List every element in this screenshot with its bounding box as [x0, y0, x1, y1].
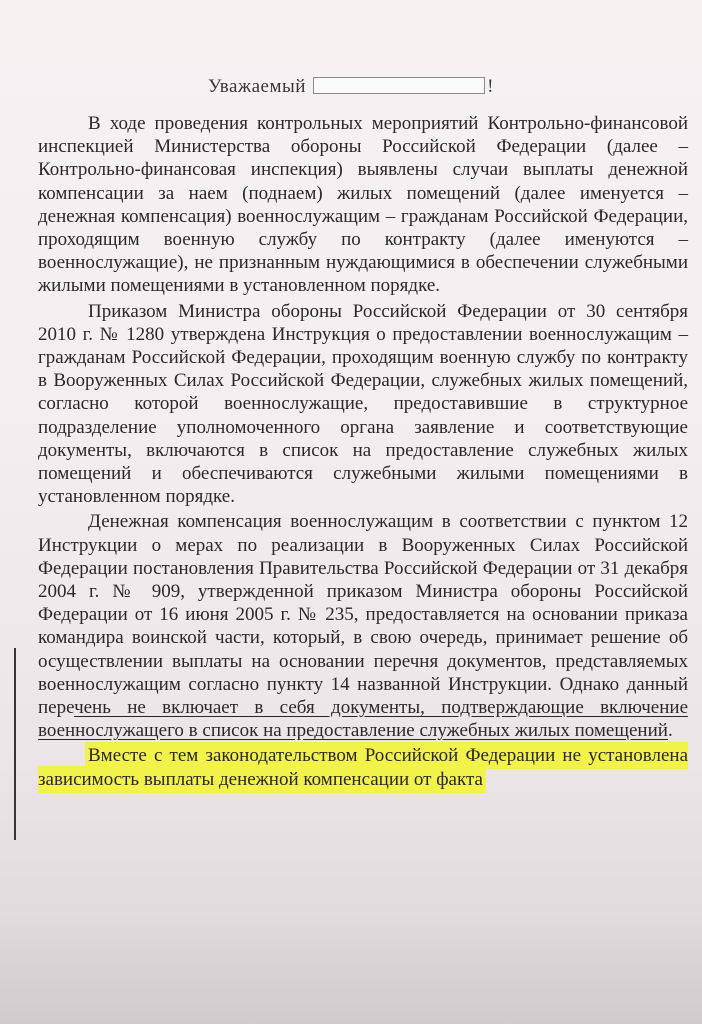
salutation: [0, 76, 702, 98]
salutation-prefix: Уважаемый: [208, 76, 306, 97]
paragraph-1: В ходе проведения контрольных мероприятий Контрольно-финансовой инспекцией Министерства обороны Российской Федерации (далее – Контрольно-финансовая инспекция) выявлены случаи выплаты денежной компенсации за наем (поднаем) жилых помещений (далее именуется – денежная компенсация) военнослужащим – гражданам Российской Федерации, проходящим военную службу по контракту (далее именуются – военнослужащие), не признанным нуждающимися в обеспечении служебными жилыми помещениями в установленном порядке.: [38, 113, 688, 297]
page-shadow: [0, 920, 702, 1024]
paragraph-3-end: .: [667, 720, 673, 742]
highlighted-passage: Вместе с тем законодательством Российской Федерации не установлена зависимость выплаты денежной компенсации от факта: [38, 745, 688, 790]
salutation-suffix: !: [487, 76, 494, 97]
paragraph-2: Приказом Министра обороны Российской Федерации от 30 сентября 2010 г. № 1280 утверждена Инструкция о предоставлении военнослужащим – гражданам Российской Федерации, проходящим военную службу по контракту в Вооруженных Силах Российской Федерации, служебных жилых помещений, согласно которой военнослужащие, предоставившие в структурное подразделение уполномоченного органа заявление и соответствующие документы, включаются в список на предоставление служебных жилых помещений и обеспечиваются служебными жилыми помещениями в установленном порядке.: [38, 300, 688, 508]
paragraph-4: [38, 744, 688, 790]
redacted-name-box: [313, 77, 485, 94]
letter-body: [38, 112, 688, 791]
margin-mark-line: [14, 648, 16, 840]
paragraph-3: [38, 510, 688, 742]
paragraph-3-text: Денежная компенсация военнослужащим в соответствии с пунктом 12 Инструкции о мерах по реализации в Вооруженных Силах Российской Федерации постановления Правительства Российской Федерации от 31 декабря 2004 г. № 909, утвержденной приказом Министра обороны Российской Федерации от 16 июня 2005 г. № 235, предоставляется на основании приказа командира воинской части, который, в свою очередь, принимает решение об осуществлении выплаты на основании перечня документов, представляемых военнослужащим согласно пункту 14 названной Инструкции. Однако данный пере: [38, 511, 688, 719]
underlined-passage: чень не включает в себя документы, подтверждающие включение военнослужащего в список на предоставление служебных жилых помещений: [38, 697, 688, 742]
